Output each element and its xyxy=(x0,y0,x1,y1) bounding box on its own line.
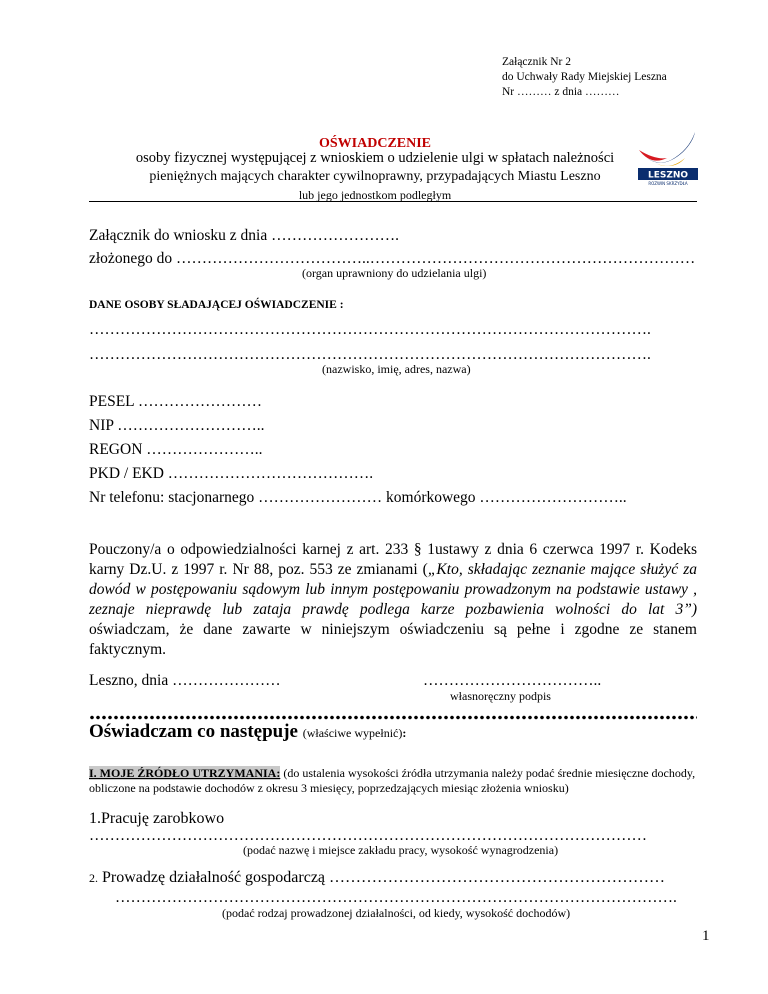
item-business-number: 2. xyxy=(89,871,98,885)
pkd-ekd-field[interactable]: PKD / EKD …………………………………. xyxy=(89,465,374,482)
person-section-title: DANE OSOBY SŁADAJĄCEJ OŚWIADCZENIE : xyxy=(89,299,344,311)
nip-field[interactable]: NIP ……………………….. xyxy=(89,417,265,434)
item-employment-line[interactable]: ……………………………………………………………………………………………… xyxy=(89,827,647,844)
liability-statement xyxy=(89,540,697,660)
statement-text-2: oświadczam, że dane zawarte w niniejszym oświadczeniu są pełne i zgodne ze stanem faktycznym. xyxy=(89,621,697,658)
item-business-line[interactable]: ………………………………………………………………………………………………. xyxy=(115,889,677,906)
regon-field[interactable]: REGON ………………….. xyxy=(89,441,263,458)
attachment-number: Załącznik Nr 2 xyxy=(502,56,571,68)
document-title: OŚWIADCZENIE xyxy=(318,136,432,151)
signature-caption: własnoręczny podpis xyxy=(450,689,551,703)
document-subtitle-line2: pieniężnych mających charakter cywilnoprawny, przypadających Miastu Leszno xyxy=(149,169,601,184)
logo-text: LESZNO xyxy=(647,170,689,181)
header-rule xyxy=(89,201,697,202)
income-source-note: (do ustalenia wysokości źródła utrzymania należy podać średnie miesięczne dochody, obliczone na podstawie dochodów z okresu 3 miesięcy, poprzedzających miesiąc złożenia wniosku) xyxy=(89,766,696,795)
submitted-to-caption: (organ uprawniony do udzielania ulgi) xyxy=(302,266,487,280)
place-date-field[interactable]: Leszno, dnia ………………… xyxy=(89,672,281,689)
annex-date-field[interactable]: Załącznik do wniosku z dnia ……………………. xyxy=(89,227,399,244)
dotted-separator xyxy=(89,715,697,720)
leszno-logo xyxy=(637,130,699,186)
attachment-resolution: do Uchwały Rady Miejskiej Leszna xyxy=(502,71,667,83)
phone-field[interactable]: Nr telefonu: stacjonarnego …………………… komórkowego ……………………….. xyxy=(89,489,627,506)
item-business-label xyxy=(89,869,665,887)
page-number: 1 xyxy=(702,928,710,944)
person-data-line-1[interactable]: ………………………………………………………………………………………………. xyxy=(89,321,651,338)
pesel-field[interactable]: PESEL …………………… xyxy=(89,393,262,410)
income-source-section xyxy=(89,766,697,796)
income-source-title: I. MOJE ŹRÓDŁO UTRZYMANIA: xyxy=(89,766,281,780)
declaration-heading-note: (właściwe wypełnić): xyxy=(302,726,407,740)
signature-field[interactable]: …………………………….. xyxy=(423,672,602,689)
submitted-to-field[interactable]: złożonego do ………………………………..……………………………………………………… xyxy=(89,250,696,267)
item-business-text[interactable]: Prowadzę działalność gospodarczą ……………………………………………………… xyxy=(98,869,666,886)
item-business-caption: (podać rodzaj prowadzonej działalności, od kiedy, wysokość dochodów) xyxy=(222,906,571,920)
item-employment-caption: (podać nazwę i miejsce zakładu pracy, wysokość wynagrodzenia) xyxy=(243,843,559,857)
item-employment-label: 1.Pracuję zarobkowo xyxy=(89,810,225,827)
statement-quote: „Kto, składając zeznanie mające służyć za dowód w postępowaniu sądowym lub innym postępowaniu prowadzonym na podstawie ustawy , zeznaje nieprawdę lub zataja prawdę podlega karze pozbawienia wolności do lat 3”) xyxy=(89,561,697,618)
statement-text-1: Pouczony/a o odpowiedzialności karnej z art. 233 § 1ustawy z dnia 6 czerwca 1997 r. Kodeks karny Dz.U. z 1997 r. Nr 88, poz. 553 ze zmianami ( xyxy=(89,541,697,578)
document-subtitle-line1: osoby fizycznej występującej z wnioskiem o udzielenie ulgi w spłatach należności xyxy=(135,150,615,166)
attachment-info xyxy=(502,55,667,100)
document-subtitle-line3: lub jego jednostkom podległym xyxy=(298,188,452,202)
attachment-resolution-number: Nr ……… z dnia ……… xyxy=(502,86,620,98)
person-data-caption: (nazwisko, imię, adres, nazwa) xyxy=(322,362,471,376)
declaration-heading xyxy=(89,721,406,743)
declaration-heading-text: Oświadczam co następuje xyxy=(89,721,298,742)
logo-tagline: ROZWIN SKRZYDŁA xyxy=(648,181,688,186)
person-data-line-2[interactable]: ………………………………………………………………………………………………. xyxy=(89,346,651,363)
